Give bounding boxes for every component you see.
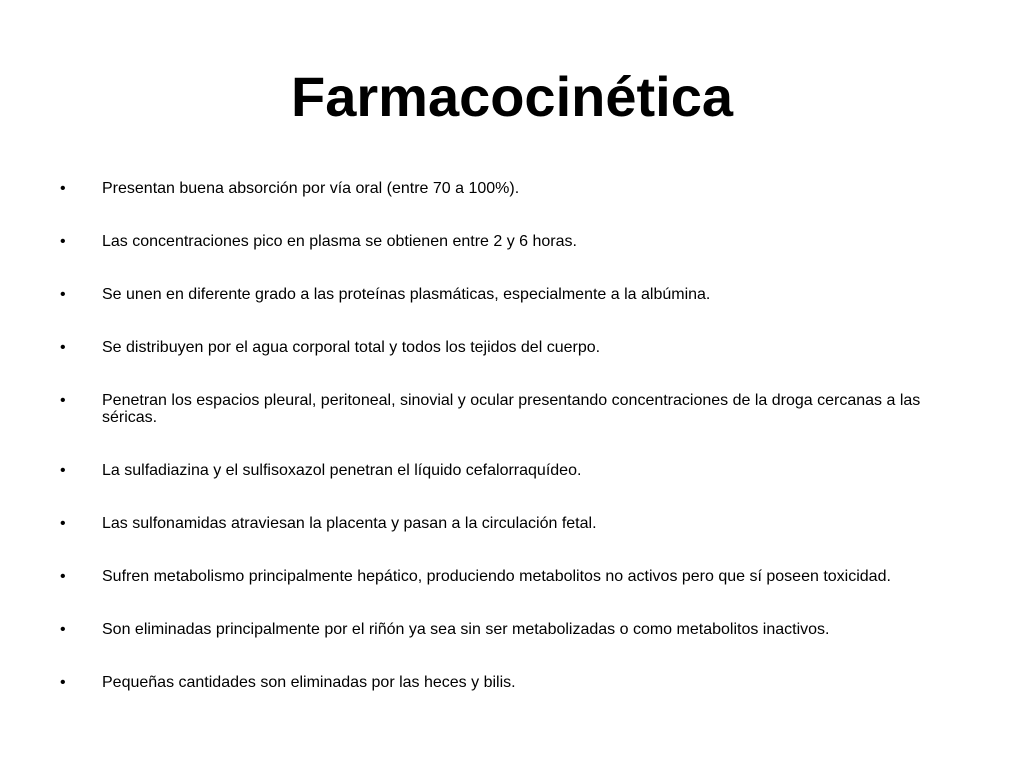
bullet-list <box>60 180 960 727</box>
bullet-icon: • <box>60 392 66 409</box>
bullet-text: Sufren metabolismo principalmente hepático, produciendo metabolitos no activos pero que sí poseen toxicidad. <box>102 568 891 585</box>
bullet-item <box>60 233 960 250</box>
bullet-icon: • <box>60 621 66 638</box>
bullet-item <box>60 462 960 479</box>
bullet-item <box>60 674 960 691</box>
bullet-icon: • <box>60 180 66 197</box>
bullet-text: Penetran los espacios pleural, peritoneal, sinovial y ocular presentando concentraciones de la droga cercanas a las séricas. <box>102 392 921 426</box>
bullet-text: Las sulfonamidas atraviesan la placenta y pasan a la circulación fetal. <box>102 515 597 532</box>
bullet-item <box>60 392 960 426</box>
bullet-item <box>60 286 960 303</box>
bullet-icon: • <box>60 462 66 479</box>
bullet-icon: • <box>60 515 66 532</box>
bullet-item <box>60 339 960 356</box>
bullet-text: Se unen en diferente grado a las proteínas plasmáticas, especialmente a la albúmina. <box>102 286 711 303</box>
bullet-icon: • <box>60 286 66 303</box>
bullet-text: Pequeñas cantidades son eliminadas por las heces y bilis. <box>102 674 516 691</box>
bullet-item <box>60 180 960 197</box>
bullet-item <box>60 568 960 585</box>
bullet-text: La sulfadiazina y el sulfisoxazol penetran el líquido cefalorraquídeo. <box>102 462 582 479</box>
bullet-icon: • <box>60 233 66 250</box>
bullet-icon: • <box>60 674 66 691</box>
bullet-icon: • <box>60 339 66 356</box>
bullet-item <box>60 621 960 638</box>
bullet-text: Presentan buena absorción por vía oral (entre 70 a 100%). <box>102 180 520 197</box>
bullet-text: Se distribuyen por el agua corporal total y todos los tejidos del cuerpo. <box>102 339 601 356</box>
bullet-text: Son eliminadas principalmente por el riñón ya sea sin ser metabolizadas o como metabolitos inactivos. <box>102 621 830 638</box>
bullet-text: Las concentraciones pico en plasma se obtienen entre 2 y 6 horas. <box>102 233 577 250</box>
bullet-icon: • <box>60 568 66 585</box>
bullet-item <box>60 515 960 532</box>
slide-title: Farmacocinética <box>291 65 733 128</box>
